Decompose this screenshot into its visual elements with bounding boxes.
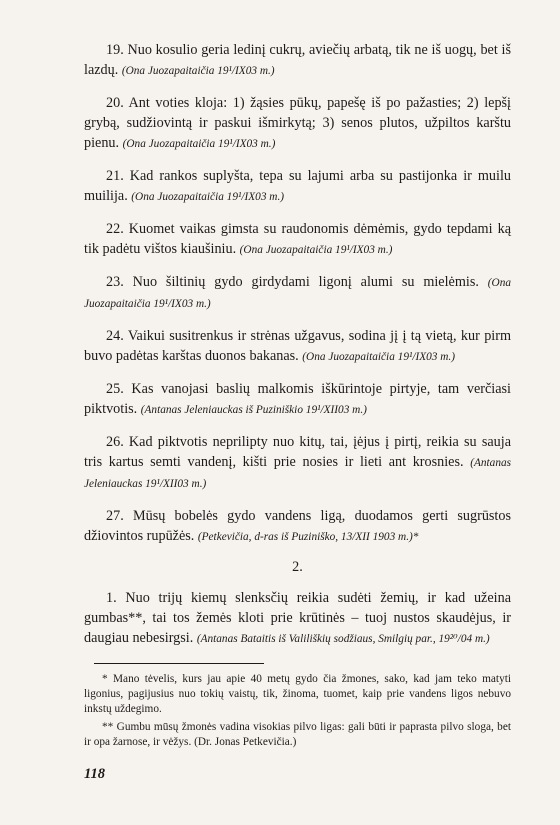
footnote-2: ** Gumbu mūsų žmonės vadina visokias pilvo ligas: gali būti ir paprasta pilvo sloga, bet ir opa žarnose, ir vėžys. (Dr. Jonas Petkevičia.)	[84, 721, 511, 748]
footnote-1: * Mano tėvelis, kurs jau apie 40 metų gydo čia žmones, sako, kad jam teko matyti ligonius, pagijusius nuo tokių vaistų, tik, žinoma, tuomet, kaip prie vandens ligos nebuvo inkstų uždegimo.	[84, 673, 511, 715]
paragraph-text: 23. Nuo šiltinių gydo girdydami ligonį alumi su mielėmis.	[106, 274, 479, 290]
citation: (Ona Juozapaitaičia 19¹/IX03 m.)	[84, 277, 512, 310]
paragraph-22	[84, 219, 511, 260]
citation: (Petkevičia, d-ras iš Puziniško, 13/XII 1903 m.)*	[197, 531, 419, 543]
citation: (Ona Juozapaitaičia 19¹/IX03 m.)	[122, 138, 276, 150]
paragraph-text: 19. Nuo kosulio geria ledinį cukrų, aviečių arbatą, tik ne iš uogų, bet iš lazdų.	[84, 42, 511, 78]
citation: (Ona Juozapaitaičia 19¹/IX03 m.)	[131, 191, 285, 203]
paragraph-text: 20. Ant voties kloja: 1) žąsies pūkų, papešę iš po pažasties; 2) lepšį grybą, sudžiovintą ir paskui išmirkytą; 3) senos plutos, užpiltos karštu pienu.	[84, 95, 511, 151]
paragraph-text: 1. Nuo trijų kiemų slenksčių reikia sudėti žemių, ir kad užeina gumbas**, tai tos žemės kloti prie krūtinės – tuoj nustos skaudėjus, ir daugiau nebesirgsi.	[84, 590, 511, 646]
paragraph-24	[84, 326, 511, 367]
paragraph-text: 25. Kas vanojasi baslių malkomis iškūrintoje pirtyje, tam verčiasi piktvotis.	[84, 381, 511, 417]
paragraph-21	[84, 166, 511, 207]
paragraph-26	[84, 432, 511, 494]
paragraph-text: 22. Kuomet vaikas gimsta su raudonomis dėmėmis, gydo tepdami ką tik padėtu vištos kiaušiniu.	[84, 221, 511, 257]
citation: (Ona Juozapaitaičia 19¹/IX03 m.)	[302, 351, 456, 363]
paragraph-text: 24. Vaikui susitrenkus ir strėnas užgavus, sodina jį į tą vietą, kur pirm buvo padėtas karštas duonos bakanas.	[84, 328, 511, 364]
footnote-divider	[94, 663, 264, 664]
paragraph-text: 21. Kad rankos suplyšta, tepa su lajumi arba su pastijonka ir muilu muilija.	[84, 168, 511, 204]
citation: (Antanas Jeleniauckas 19¹/XII03 m.)	[84, 457, 512, 490]
paragraph-text: 26. Kad piktvotis neprilipty nuo kitų, tai, įėjus į pirtį, reikia su sauja tris kartus semti vandenį, kišti prie nosies ir lieti ant krosnies.	[84, 434, 511, 470]
paragraph-25	[84, 379, 511, 420]
page-text	[84, 40, 511, 753]
section-paragraph-1	[84, 588, 511, 649]
section-number: 2.	[292, 559, 303, 575]
paragraph-27	[84, 506, 511, 547]
paragraph-text: 27. Mūsų bobelės gydo vandens ligą, duodamos gerti sugrūstos džiovintos rupūžės.	[84, 508, 511, 544]
paragraph-20	[84, 93, 511, 154]
paragraph-23	[84, 272, 511, 314]
citation: (Ona Juozapaitaičia 19¹/IX03 m.)	[239, 244, 393, 256]
citation: (Ona Juozapaitaičia 19¹/IX03 m.)	[121, 65, 275, 77]
page-number: 118	[84, 766, 105, 782]
paragraph-19	[84, 40, 511, 81]
citation: (Antanas Jeleniauckas iš Puziniškio 19¹/XII03 m.)	[140, 404, 367, 416]
citation: (Antanas Bataitis iš Valiliškių sodžiaus, Smilgių par., 19²⁰/04 m.)	[196, 633, 490, 645]
